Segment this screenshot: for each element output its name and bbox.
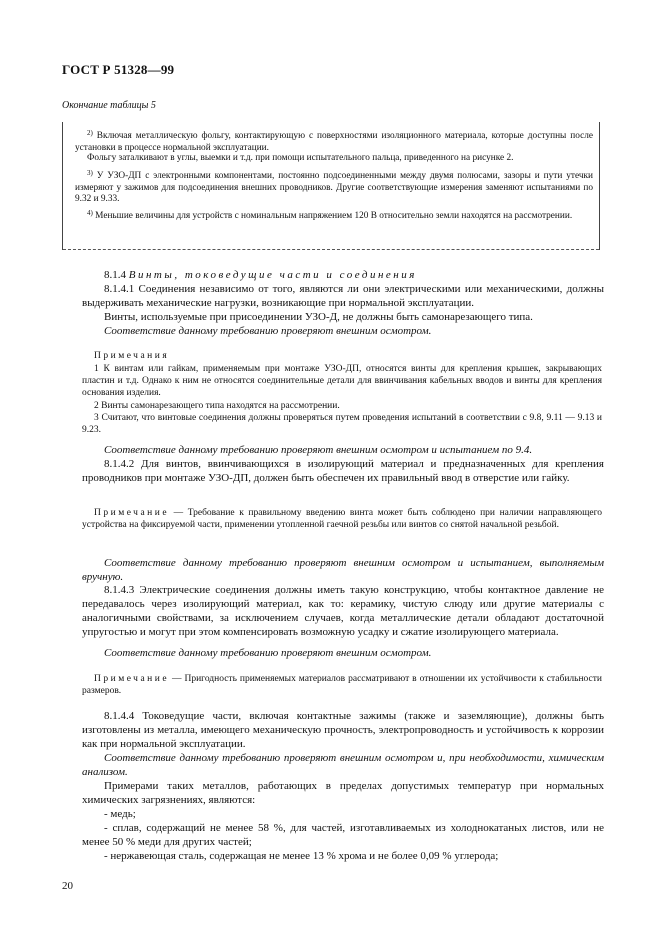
document-code: ГОСТ Р 51328—99 <box>62 62 175 77</box>
table-bottom-border <box>63 249 599 250</box>
note-text: — Пригодность применяемых материалов рассматривают в отношении их устойчивости к стабильности размеров. <box>82 674 602 697</box>
footnote-2 <box>75 128 593 154</box>
list-item-steel: - нержавеющая сталь, содержащая не менее 13 % хрома и не более 0,09 % углерода; <box>104 850 499 862</box>
footnote-box <box>62 122 600 250</box>
note-screw-insertion <box>82 507 602 531</box>
list-item-alloy: - сплав, содержащий не менее 58 %, для частей, изготавливаемых из холоднокатаных листов, или не менее 50 % меди для других частей; <box>82 822 604 848</box>
note-2: 2 Винты самонарезающего типа находятся на рассмотрении. <box>94 401 340 411</box>
paragraph-8-1-4-4: 8.1.4.4 Токоведущие части, включая контактные зажимы (также и заземляющие), должны быть изготовлены из металла, имеющего механическую прочность, электропроводность и устойчивость к коррозии как при нормальной эксплуатации. <box>82 710 604 750</box>
table-caption: Окончание таблицы 5 <box>62 100 156 111</box>
paragraph-metals: Примерами таких металлов, работающих в пределах допустимых температур при нормальных химических загрязнениях, являются: <box>82 780 604 806</box>
section-number: 8.1.4 <box>104 269 126 281</box>
compliance-check-9-4: Соответствие данному требованию проверяют внешним осмотром и испытанием по 9.4. <box>104 444 533 456</box>
footnote-text: Включая металлическую фольгу, контактирующую с поверхностями изоляционного материала, которые доступны после установки в процессе нормальной эксплуатации. <box>75 131 593 153</box>
paragraph-8-1-4-1: 8.1.4.1 Соединения независимо от того, являются ли они электрическими или механическими, должны выдерживать механические нагрузки, возникающие при нормальной эксплуатации. <box>82 283 604 309</box>
footnote-mark: 3) <box>87 169 93 177</box>
notes-title: Примечания <box>94 351 170 361</box>
footnote-4 <box>75 208 593 223</box>
compliance-check: Соответствие данному требованию проверяют внешним осмотром. <box>104 325 432 337</box>
note-materials <box>82 673 602 697</box>
compliance-check-visual: Соответствие данному требованию проверяют внешним осмотром. <box>104 647 432 659</box>
paragraph-8-1-4-2: 8.1.4.2 Для винтов, ввинчивающихся в изолирующий материал и предназначенных для крепления проводников при монтаже УЗО-ДП, должен быть обеспечен их правильный ввод в отверстие или гайку. <box>82 458 604 484</box>
list-item-copper: - медь; <box>104 808 136 820</box>
note-label: Примечание <box>94 674 170 684</box>
footnote-3 <box>75 168 593 206</box>
note-text: — Требование к правильному введению винта может быть соблюдено при наличии направляющего устройства на фиксируемой части, применении утопленной гаечной резьбы или винтов со снятой начальной резьбой. <box>82 508 603 531</box>
paragraph-8-1-4-3: 8.1.4.3 Электрические соединения должны иметь такую конструкцию, чтобы контактное давление не передавалось через изолирующий материал, как то: керамику, чистую слюду или другие материалы с аналогичными свойствами, за исключением случаев, когда металлические детали обладают достаточной упругостью и могут при этом компенсировать возможную усадку и сжатие изолирующего материала. <box>82 584 604 638</box>
footnote-text: У УЗО-ДП с электронными компонентами, постоянно подсоединенными между двумя полюсами, зазоры и пути утечки измеряют у зажимов для подсоединения внешних проводников. Другие соответствующие измерения заменяют испытаниями по 9.32 и 9.33. <box>75 171 594 205</box>
footnote-2-continued: Фольгу заталкивают в углы, выемки и т.д. при помощи испытательного пальца, приведенного на рисунке 2. <box>87 153 514 163</box>
paragraph-screws: Винты, используемые при присоединении УЗО-Д, не должны быть самонарезающего типа. <box>104 311 533 323</box>
page-number: 20 <box>62 880 73 892</box>
footnote-mark: 4) <box>87 209 93 217</box>
compliance-check-manual: Соответствие данному требованию проверяют внешним осмотром и испытанием, выполняемым вручную. <box>82 557 604 583</box>
note-1: 1 К винтам или гайкам, применяемым при монтаже УЗО-ДП, относятся винты для крепления крышек, закрывающих пластин и т.д. Однако к ним не относятся соединительные детали для ввинчивания кабельных вводов и винты для крепления основания изделия. <box>82 364 602 399</box>
compliance-check-chemical: Соответствие данному требованию проверяют внешним осмотром и, при необходимости, химическим анализом. <box>82 752 604 778</box>
section-title: Винты, токоведущие части и соединения <box>128 269 417 281</box>
note-label: Примечание <box>94 508 170 518</box>
note-3: 3 Считают, что винтовые соединения должны проверяться путем проведения испытаний в соответствии с 9.8, 9.11 — 9.13 и 9.23. <box>82 413 602 436</box>
footnote-mark: 2) <box>87 129 93 137</box>
footnote-text: Меньшие величины для устройств с номинальным напряжением 120 В относительно земли находятся на рассмотрении. <box>95 211 573 221</box>
section-heading <box>82 268 604 282</box>
